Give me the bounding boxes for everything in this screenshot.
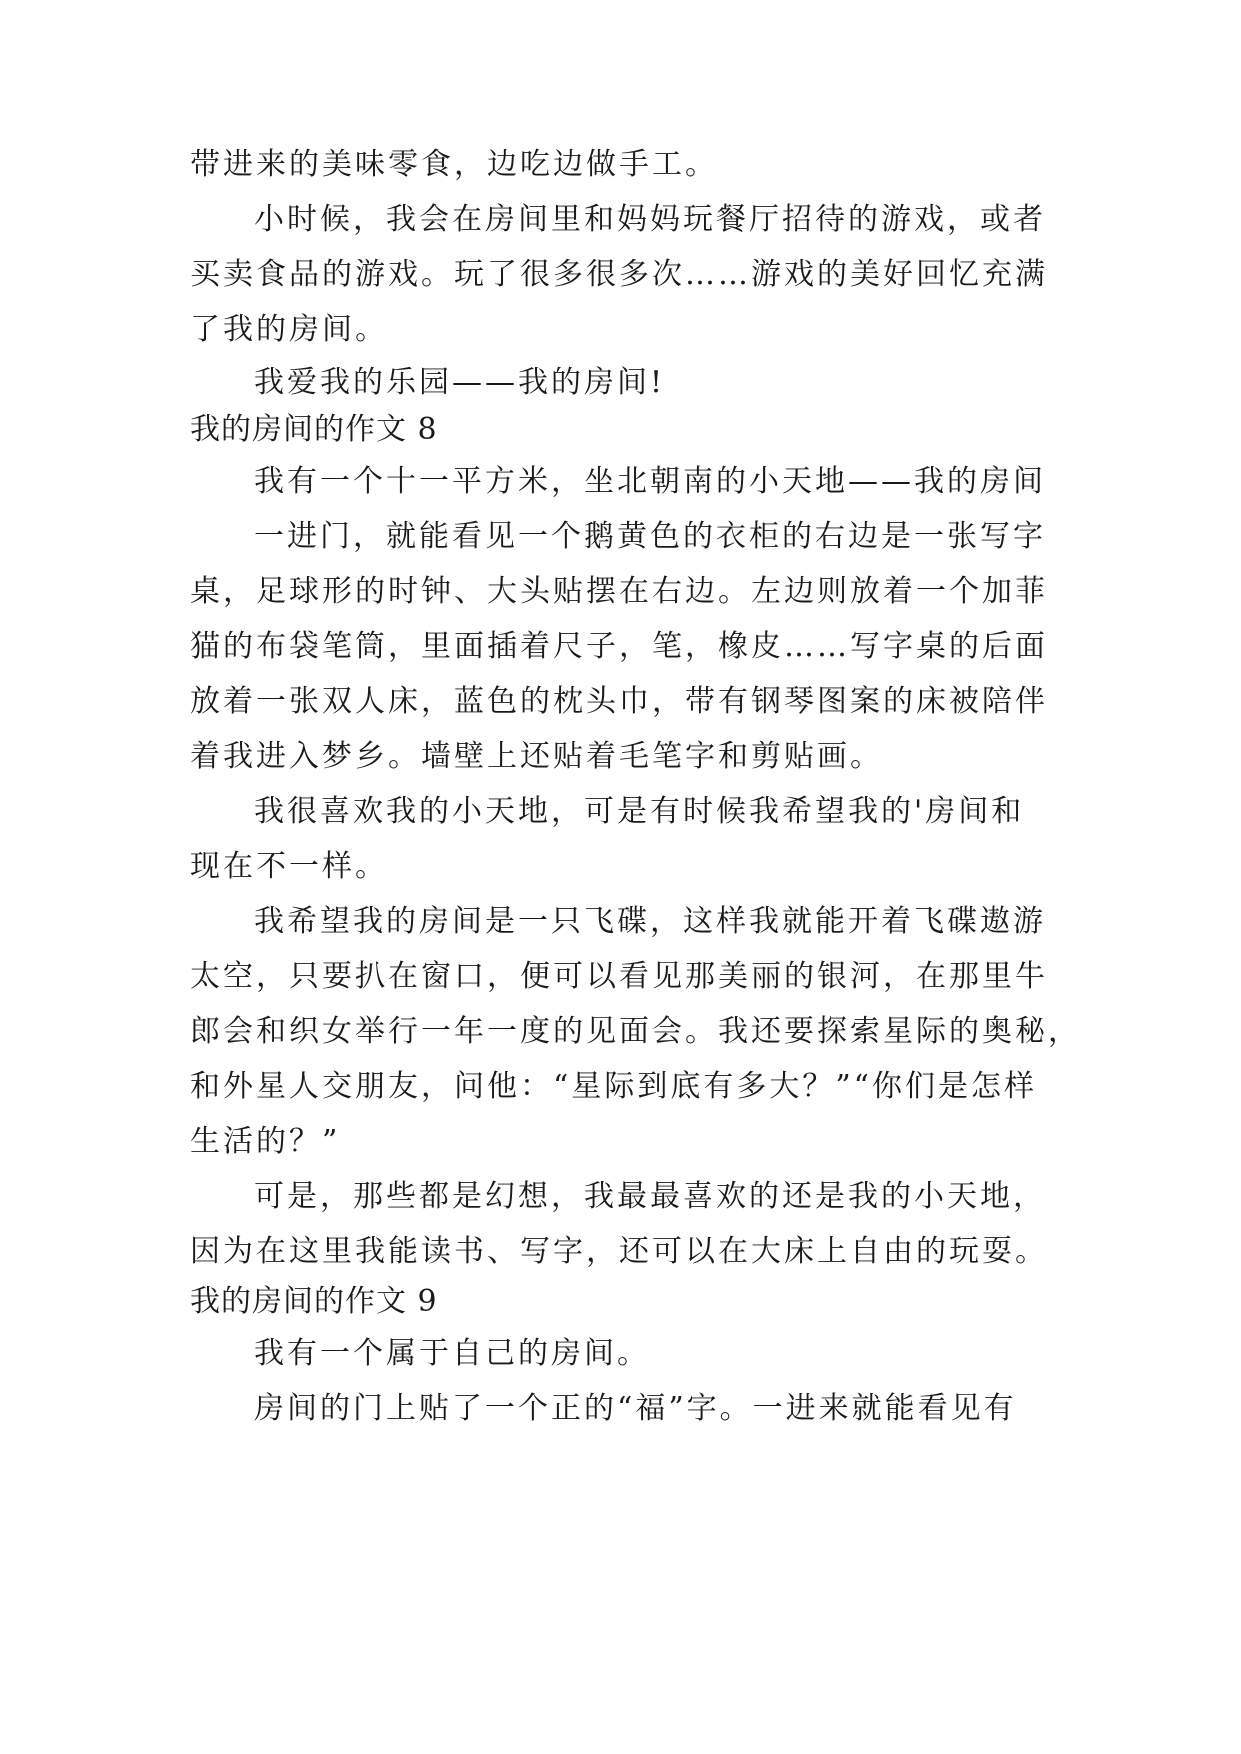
paragraph-line: 我有一个十一平方米，坐北朝南的小天地——我的房间 (254, 464, 1046, 499)
paragraph-line: 了我的房间。 (190, 312, 388, 347)
paragraph-line: 可是，那些都是幻想，我最最喜欢的还是我的小天地， (254, 1179, 1046, 1214)
paragraph-line: 和外星人交朋友，问他：“星际到底有多大？”“你们是怎样 (190, 1069, 1038, 1104)
section-heading: 我的房间的作文 9 (190, 1284, 438, 1319)
paragraph-line: 放着一张双人床，蓝色的枕头巾，带有钢琴图案的床被陪伴 (190, 684, 1048, 719)
paragraph-line: 我爱我的乐园——我的房间! (254, 365, 666, 400)
paragraph-line: 我希望我的房间是一只飞碟，这样我就能开着飞碟遨游 (254, 904, 1046, 939)
paragraph-line: 一进门，就能看见一个鹅黄色的衣柜的右边是一张写字 (254, 519, 1046, 554)
paragraph-line: 桌，足球形的时钟、大头贴摆在右边。左边则放着一个加菲 (190, 574, 1048, 609)
paragraph-line: 我很喜欢我的小天地，可是有时候我希望我的'房间和 (254, 794, 1025, 829)
paragraph-line: 房间的门上贴了一个正的“福”字。一进来就能看见有 (254, 1391, 1017, 1426)
paragraph-line: 猫的布袋笔筒，里面插着尺子，笔，橡皮……写字桌的后面 (190, 629, 1048, 664)
paragraph-line: 我有一个属于自己的房间。 (254, 1336, 650, 1371)
paragraph-line: 买卖食品的游戏。玩了很多很多次……游戏的美好回忆充满 (190, 257, 1048, 292)
paragraph-line: 着我进入梦乡。墙壁上还贴着毛笔字和剪贴画。 (190, 739, 883, 774)
paragraph-line: 太空，只要扒在窗口，便可以看见那美丽的银河，在那里牛 (190, 959, 1048, 994)
paragraph-line: 生活的？” (190, 1124, 341, 1159)
paragraph-line: 带进来的美味零食，边吃边做手工。 (190, 147, 718, 182)
section-heading: 我的房间的作文 8 (190, 412, 438, 447)
paragraph-line: 现在不一样。 (190, 849, 388, 884)
paragraph-line: 小时候，我会在房间里和妈妈玩餐厅招待的游戏，或者 (254, 202, 1046, 237)
paragraph-line: 因为在这里我能读书、写字，还可以在大床上自由的玩耍。 (190, 1234, 1048, 1269)
paragraph-line: 郎会和织女举行一年一度的见面会。我还要探索星际的奥秘， (190, 1014, 1081, 1049)
